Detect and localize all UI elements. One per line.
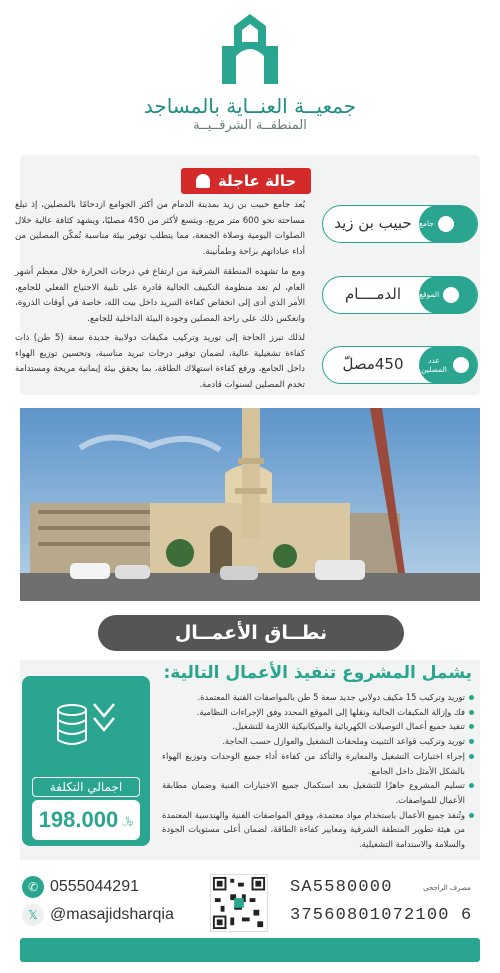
info-card-location bbox=[322, 276, 478, 314]
info-label: عدد المصلين bbox=[421, 355, 447, 374]
org-title: جمعيــة العنــاية بالمساجد bbox=[143, 94, 357, 118]
social-handle: @masajidsharqia bbox=[50, 906, 174, 923]
info-pill bbox=[419, 346, 477, 384]
scope-list bbox=[162, 690, 474, 852]
info-pill bbox=[419, 205, 477, 243]
info-label: الموقع bbox=[419, 290, 440, 299]
riyal-icon: ﷼ bbox=[122, 814, 134, 826]
case-paragraph-1: يُعد جامع حبيب بن زيد بمدينة الدمام من أكثر الجوامع ازدحامًا بالمصلين، إذ تبلغ مساحته نحو 600 متر مربع، ويتسع لأكثر من 450 مصليًا، ويشهد كثافة عالية خلال الصلوات اليومية وصلاة الجمعة، مما يتطلب توفير بيئة مناسبة تُمكّن المصلين من أداء عباداتهم براحة وطمأنينة. bbox=[15, 200, 305, 257]
worshippers-icon bbox=[453, 357, 469, 373]
scope-item: تسليم المشروع جاهزًا للتشغيل بعد استكمال جميع الاختبارات الفنية وضمان مطابقة الأعمال للمواصفات. bbox=[162, 778, 474, 807]
iban-line-2: 37560801072100 6 bbox=[290, 906, 473, 925]
phone-number: 0555044291 bbox=[50, 878, 139, 895]
mosque-photo bbox=[20, 408, 480, 601]
info-card-mosque bbox=[322, 205, 478, 243]
whatsapp-icon: ✆ bbox=[22, 876, 44, 898]
info-label: جامع bbox=[419, 219, 434, 228]
worshippers-count: 450مصلّ bbox=[342, 355, 404, 373]
case-paragraph-3: لذلك تبرز الحاجة إلى توريد وتركيب مكيفات دولابية جديدة سعة (5 طن) ذات كفاءة تشغيلية عالية، لضمان توفير درجات تبريد مناسبة، وتحسين توزيع الهواء داخل الجامع، ورفع كفاءة استهلاك الطاقة، بما يحقق بيئة إيمانية مريحة ومستدامة تخدم المصلين لسنوات قادمة. bbox=[15, 333, 305, 390]
info-card-worshippers bbox=[322, 346, 478, 384]
scope-item: فك وإزالة المكيفات الحالية ونقلها إلى الموقع المحدد وفق الإجراءات النظامية. bbox=[162, 705, 474, 720]
x-icon: 𝕏 bbox=[22, 904, 44, 926]
mosque-icon bbox=[438, 216, 454, 232]
scope-item: توريد وتركيب 15 مكيف دولابي جديد سعة 5 طن بالمواصفات الفنية المعتمدة. bbox=[162, 690, 474, 705]
association-logo bbox=[220, 12, 280, 90]
case-paragraph-2: ومع ما تشهده المنطقة الشرقية من ارتفاع في درجات الحرارة خلال معظم أشهر العام، لم تعد منظومة التكييف الحالية قادرة على تلبية الاحتياج الفعلي للجامع، الأمر الذي أدى إلى انخفاض كفاءة التبريد داخل بيت الله، خاصة في أوقات الذروة، وانعكس ذلك على راحة المصلين وجودة البيئة الداخلية للجامع. bbox=[15, 267, 305, 324]
scope-item: إجراء اختبارات التشغيل والمعايرة والتأكد من كفاءة أداء جميع الوحدات وتوزيع الهواء بالشكل الأمثل داخل الجامع. bbox=[162, 749, 474, 778]
mosque-name: حبيب بن زيد bbox=[334, 214, 412, 232]
coins-icon bbox=[52, 696, 118, 756]
org-subtitle: المنطقــة الشرقــيــة bbox=[193, 118, 307, 133]
info-pill bbox=[419, 276, 477, 314]
siren-icon bbox=[196, 174, 210, 188]
cost-box bbox=[32, 800, 140, 840]
qr-code[interactable] bbox=[210, 874, 268, 932]
scope-item: تنفيذ جميع أعمال التوصيلات الكهربائية والميكانيكية اللازمة للتشغيل. bbox=[162, 719, 474, 734]
scope-item: وتُنفذ جميع الأعمال باستخدام مواد معتمدة، ووفق المواصفات الفنية والهندسية المعتمدة من هيئة تطوير المنطقة الشرقية ومعايير كفاءة الطاقة، لضمان أعلى مستويات الجودة والسلامة والاستدامة التشغيلية. bbox=[162, 808, 474, 852]
bank-name: مصرف الراجحي bbox=[423, 884, 471, 892]
footer-bar bbox=[20, 938, 480, 962]
urgent-badge bbox=[181, 168, 311, 194]
scope-banner: نطــاق الأعمــال bbox=[98, 615, 404, 651]
contact-social[interactable] bbox=[22, 904, 174, 926]
location-icon bbox=[443, 287, 459, 303]
contact-phone[interactable] bbox=[22, 876, 139, 898]
scope-item: توريد وتركيب قواعد التثبيت وملحقات التشغيل والعوازل حسب الحاجة. bbox=[162, 734, 474, 749]
scope-title: يشمل المشروع تنفيذ الأعمال التالية: bbox=[163, 663, 472, 683]
location-value: الدمــــام bbox=[344, 285, 402, 303]
urgent-label: حالة عاجلة bbox=[217, 172, 297, 190]
cost-value: 198.000 bbox=[38, 807, 119, 832]
iban-line-1: SA5580000 bbox=[290, 878, 393, 897]
cost-label: اجمالي التكلفة bbox=[32, 777, 140, 797]
